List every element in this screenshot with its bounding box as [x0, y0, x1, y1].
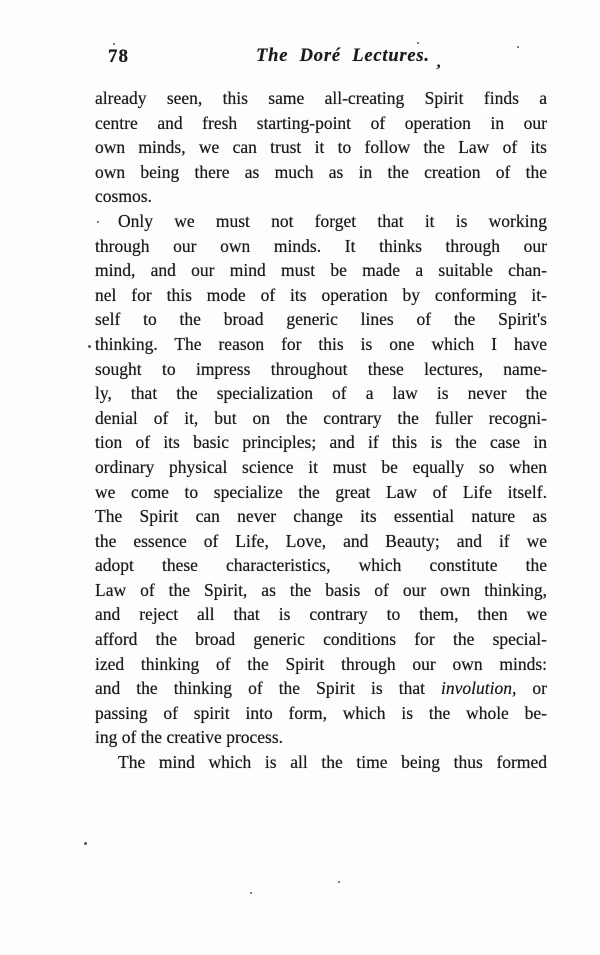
- text-segment: and reject all that is contrary to them, then we: [95, 604, 547, 625]
- text-line: [95, 381, 547, 406]
- text-line: [95, 750, 547, 775]
- text-segment: or: [516, 678, 547, 699]
- text-line: [95, 652, 547, 677]
- text-line: [95, 160, 547, 185]
- text-segment: denial of it, but on the contrary the fuller recogni-: [95, 407, 547, 428]
- stray-ink-mark: ,: [435, 51, 443, 72]
- text-line: [95, 307, 547, 332]
- page-number: 78: [108, 46, 129, 67]
- body-text-block: [95, 86, 547, 775]
- scan-speck: [84, 842, 87, 845]
- text-segment: Only we must not forget that it is working: [118, 210, 547, 231]
- text-segment: afford the broad generic conditions for the special-: [95, 629, 547, 650]
- text-segment: and the thinking of the Spirit is that: [95, 678, 442, 699]
- text-line: [95, 725, 547, 750]
- text-segment: adopt these characteristics, which constitute the: [95, 555, 547, 576]
- text-line: [95, 234, 547, 259]
- page-header: [0, 44, 600, 74]
- text-segment: ordinary physical science it must be equally so when: [95, 456, 547, 477]
- text-line: [95, 111, 547, 136]
- text-segment: sought to impress throughout these lectures, name-: [95, 358, 547, 379]
- text-segment: mind, and our mind must be made a suitable chan-: [95, 260, 547, 281]
- text-segment: own being there as much as in the creation of the: [95, 161, 547, 182]
- text-segment: cosmos.: [95, 186, 152, 207]
- text-line: [95, 184, 547, 209]
- text-line: [95, 553, 547, 578]
- scan-speck: [88, 345, 91, 348]
- text-segment: ly, that the specialization of a law is never the: [95, 383, 547, 404]
- text-line: [95, 332, 547, 357]
- text-line: [95, 676, 547, 701]
- scan-speck: [338, 881, 340, 883]
- text-line: [95, 627, 547, 652]
- text-segment: we come to specialize the great Law of Life itself.: [95, 481, 547, 502]
- text-segment: nel for this mode of its operation by conforming it-: [95, 284, 547, 305]
- text-line: [95, 529, 547, 554]
- text-line: [95, 602, 547, 627]
- text-line: [95, 406, 547, 431]
- scan-speck: [517, 46, 519, 48]
- text-line: [95, 209, 547, 234]
- text-line: [95, 86, 547, 111]
- text-line: [95, 283, 547, 308]
- text-line: [95, 578, 547, 603]
- scan-speck: [113, 43, 115, 45]
- text-line: [95, 455, 547, 480]
- scan-speck: [97, 221, 99, 223]
- text-segment: The mind which is all the time being thus formed: [118, 752, 547, 773]
- text-line: [95, 258, 547, 283]
- text-segment: self to the broad generic lines of the Spirit's: [95, 309, 547, 330]
- text-segment: the essence of Life, Love, and Beauty; and if we: [95, 530, 547, 551]
- text-segment: The Spirit can never change its essential nature as: [95, 506, 547, 527]
- text-segment: centre and fresh starting-point of operation in our: [95, 112, 547, 133]
- text-line: [95, 701, 547, 726]
- text-segment: ized thinking of the Spirit through our own minds:: [95, 653, 547, 674]
- text-segment: already seen, this same all-creating Spirit finds a: [95, 88, 547, 108]
- text-segment: Law of the Spirit, as the basis of our own thinking,: [95, 579, 547, 600]
- text-segment: passing of spirit into form, which is the whole be-: [95, 702, 547, 723]
- text-line: [95, 480, 547, 505]
- text-segment: through our own minds. It thinks through our: [95, 235, 547, 256]
- scan-speck: [250, 892, 252, 894]
- running-title: The Doré Lectures.: [256, 46, 430, 66]
- text-segment: tion of its basic principles; and if this is the case in: [95, 432, 547, 453]
- italic-text-segment: involution,: [441, 678, 517, 699]
- text-line: [95, 504, 547, 529]
- text-line: [95, 430, 547, 455]
- text-segment: ing of the creative process.: [95, 727, 284, 748]
- text-line: [95, 357, 547, 382]
- text-line: [95, 135, 547, 160]
- text-segment: own minds, we can trust it to follow the Law of its: [95, 137, 547, 158]
- text-segment: thinking. The reason for this is one which I have: [95, 333, 547, 354]
- scan-speck: [417, 42, 419, 44]
